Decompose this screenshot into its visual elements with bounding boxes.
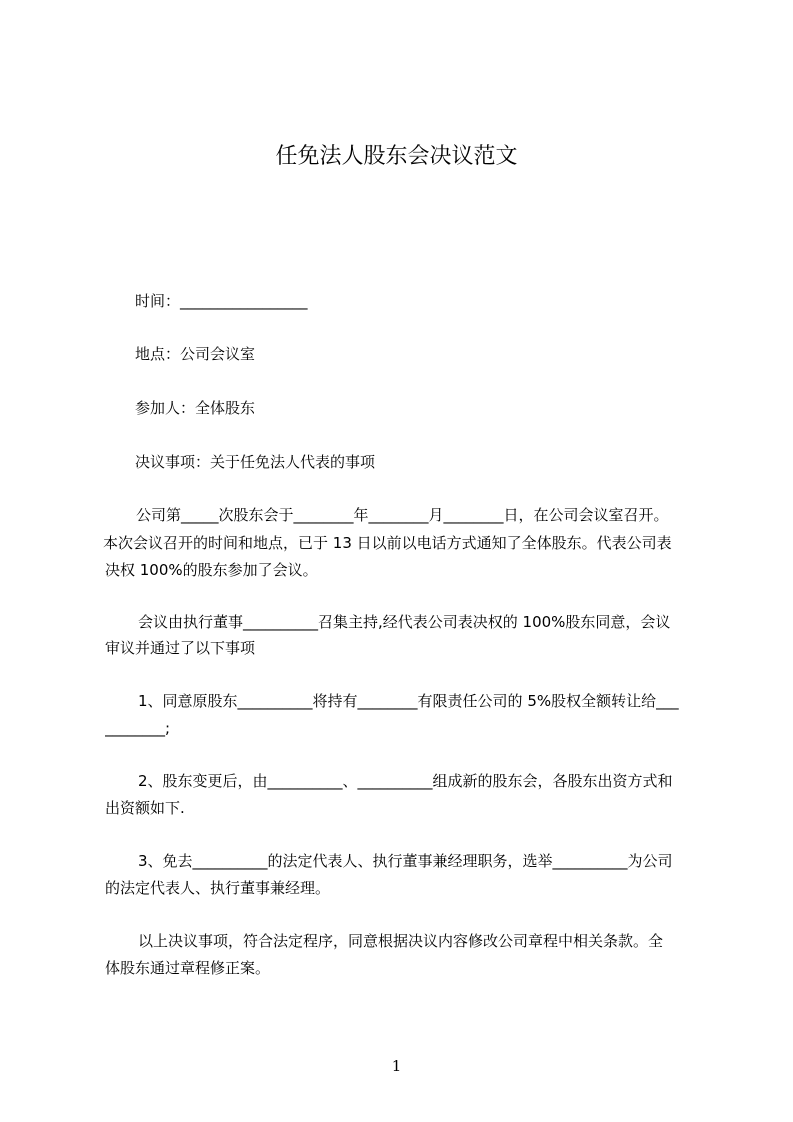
document-title: 任免法人股东会决议范文 <box>275 144 518 169</box>
paragraph-line: 以上决议事项，符合法定程序，同意根据决议内容修改公司章程中相关条款。全 <box>138 932 664 950</box>
place-field: 地点：公司会议室 <box>135 345 256 363</box>
paragraph-line: 决权 100%的股东参加了会议。 <box>105 561 318 579</box>
paragraph-line: 本次会议召开的时间和地点，已于 13 日以前以电话方式通知了全体股东。代表公司表 <box>103 534 672 552</box>
paragraph-line: 1、同意原股东__________将持有________有限责任公司的 5%股权全额转让给___ <box>138 692 679 710</box>
paragraph-line: 公司第_____次股东会于________年________月________日，在公司会议室召开。 <box>136 506 669 524</box>
paragraph-line: 出资额如下. <box>105 799 185 817</box>
time-field: 时间：_________________ <box>135 292 308 310</box>
paragraph-line: 会议由执行董事__________召集主持,经代表公司表决权的 100%股东同意，会议 <box>138 613 671 631</box>
paragraph-line: ________; <box>105 719 171 737</box>
attendees-field: 参加人：全体股东 <box>135 399 256 417</box>
paragraph-line: 2、股东变更后，由__________、__________组成新的股东会，各股东出资方式和 <box>138 772 673 790</box>
paragraph-line: 体股东通过章程修正案。 <box>105 959 271 977</box>
paragraph-line: 的法定代表人、执行董事兼经理。 <box>105 879 331 897</box>
subject-field: 决议事项：关于任免法人代表的事项 <box>135 453 376 471</box>
page-number: 1 <box>391 1057 402 1075</box>
paragraph-line: 审议并通过了以下事项 <box>105 639 256 657</box>
paragraph-line: 3、免去__________的法定代表人、执行董事兼经理职务，选举__________为公司 <box>138 852 673 870</box>
